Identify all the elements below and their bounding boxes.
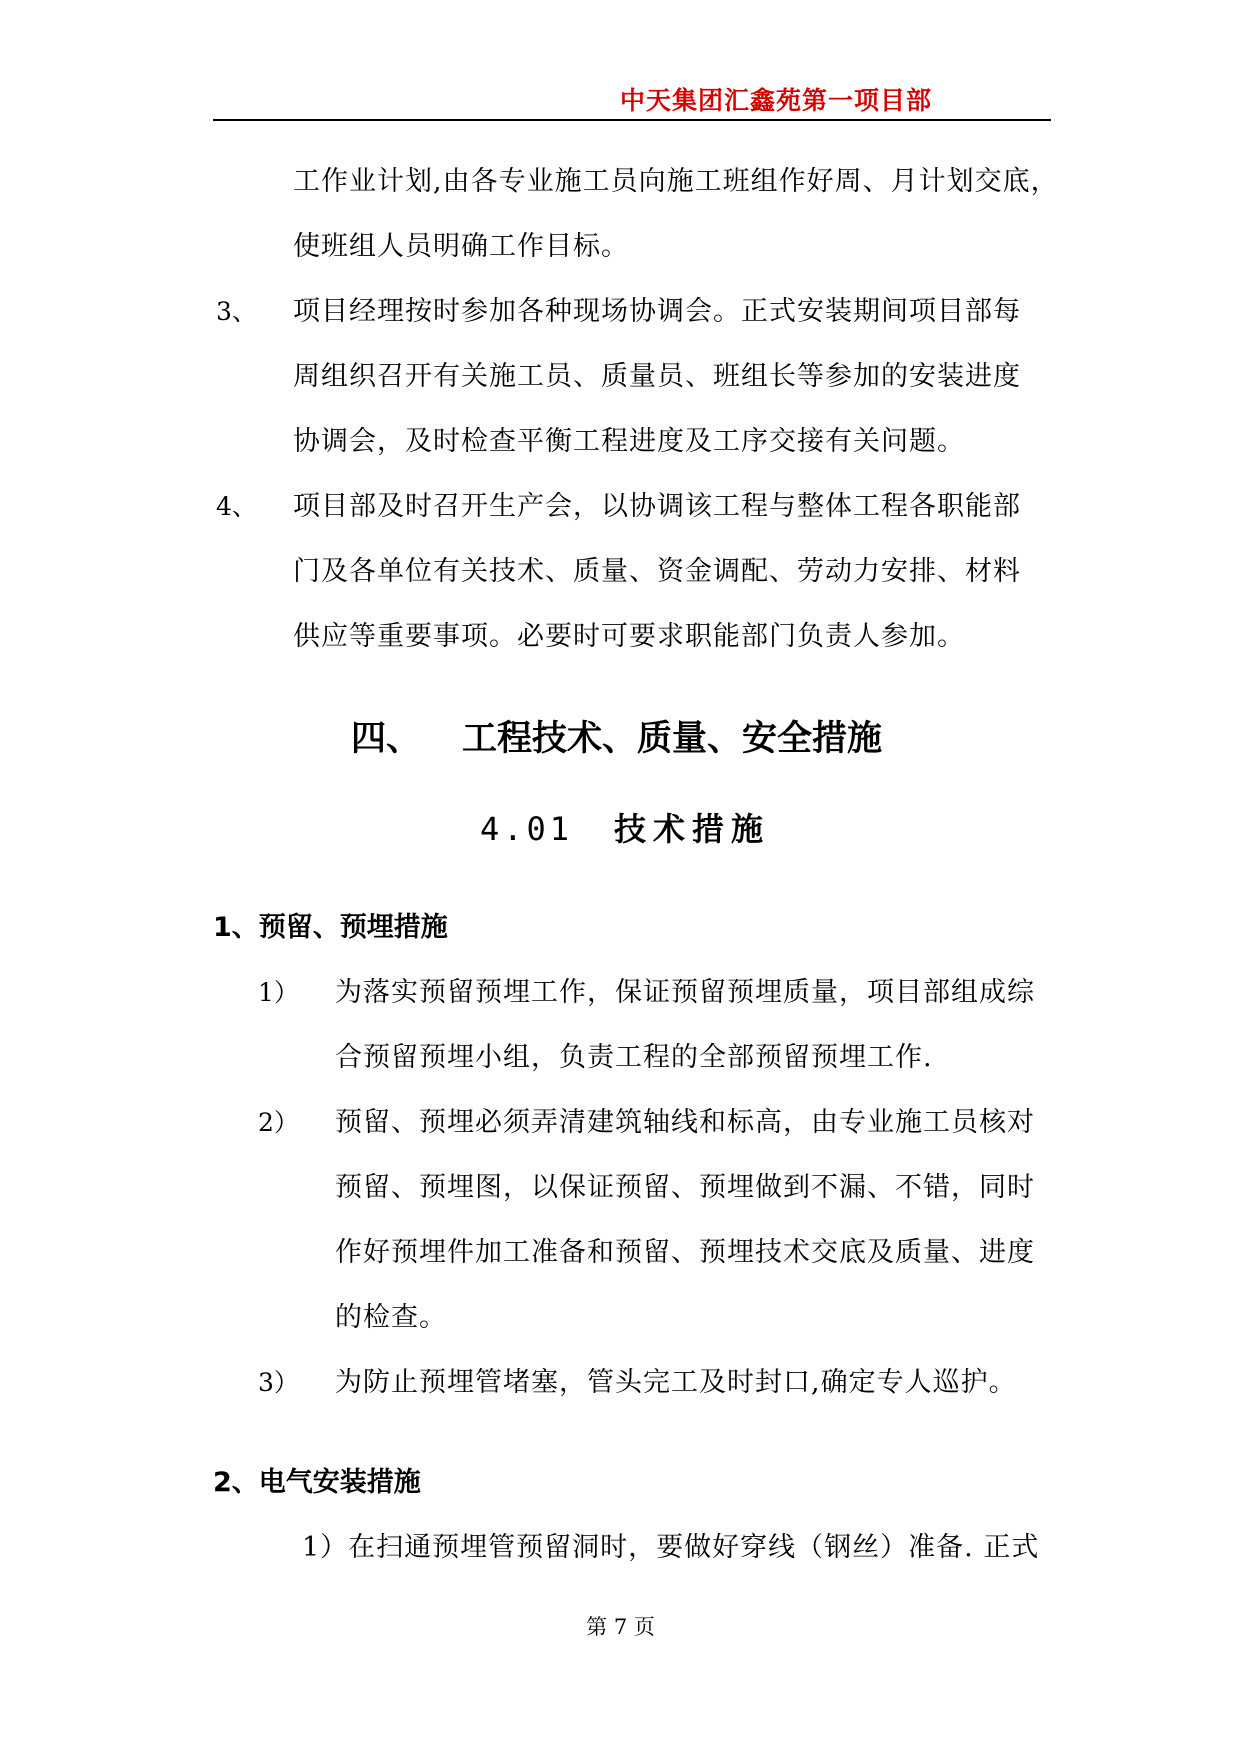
page-number-footer: 第 7 页 <box>586 1615 655 1639</box>
subsection-1-title: 1、预留、预埋措施 <box>213 912 448 943</box>
item-3-line-3: 协调会，及时检查平衡工程进度及工序交接有关问题。 <box>293 426 965 457</box>
sub1-item-2-line-2: 预留、预埋图，以保证预留、预埋做到不漏、不错，同时 <box>335 1172 1035 1203</box>
item-4-line-1: 项目部及时召开生产会，以协调该工程与整体工程各职能部 <box>293 491 1021 522</box>
sub1-item-3-number: 3） <box>258 1368 299 1397</box>
header-rule <box>213 119 1051 121</box>
section-title: 技术措施 <box>614 810 771 848</box>
subsection-2-title: 2、电气安装措施 <box>213 1467 421 1498</box>
item-4-number: 4、 <box>216 492 257 521</box>
section-number: 4.01 <box>480 810 574 848</box>
item-3-number: 3、 <box>216 297 257 326</box>
sub1-item-3-line-1: 为防止预埋管堵塞，管头完工及时封口,确定专人巡护。 <box>335 1367 1017 1398</box>
sub2-first-line: 1）在扫通预埋管预留洞时，要做好穿线（钢丝）准备. 正式 <box>302 1532 1040 1563</box>
intro-line-2: 使班组人员明确工作目标。 <box>293 231 629 262</box>
item-4-line-3: 供应等重要事项。必要时可要求职能部门负责人参加。 <box>293 621 965 652</box>
sub1-item-2-number: 2） <box>258 1108 299 1137</box>
sub1-item-2-line-3: 作好预埋件加工准备和预留、预埋技术交底及质量、进度 <box>335 1237 1035 1268</box>
intro-line-1: 工作业计划,由各专业施工员向施工班组作好周、月计划交底， <box>293 166 1059 197</box>
item-3-line-1: 项目经理按时参加各种现场协调会。正式安装期间项目部每 <box>293 296 1021 327</box>
sub1-item-2-line-1: 预留、预埋必须弄清建筑轴线和标高，由专业施工员核对 <box>335 1107 1035 1138</box>
item-3-line-2: 周组织召开有关施工员、质量员、班组长等参加的安装进度 <box>293 361 1021 392</box>
chapter-title: 工程技术、质量、安全措施 <box>462 719 883 759</box>
sub1-item-1-number: 1） <box>258 978 299 1007</box>
sub1-item-1-line-2: 合预留预埋小组，负责工程的全部预留预埋工作. <box>335 1042 933 1073</box>
item-4-line-2: 门及各单位有关技术、质量、资金调配、劳动力安排、材料 <box>293 556 1021 587</box>
chapter-number: 四、 <box>351 719 422 759</box>
header-title: 中天集团汇鑫苑第一项目部 <box>620 86 933 115</box>
sub1-item-2-line-4: 的检查。 <box>335 1302 447 1333</box>
sub1-item-1-line-1: 为落实预留预埋工作，保证预留预埋质量，项目部组成综 <box>335 977 1035 1008</box>
